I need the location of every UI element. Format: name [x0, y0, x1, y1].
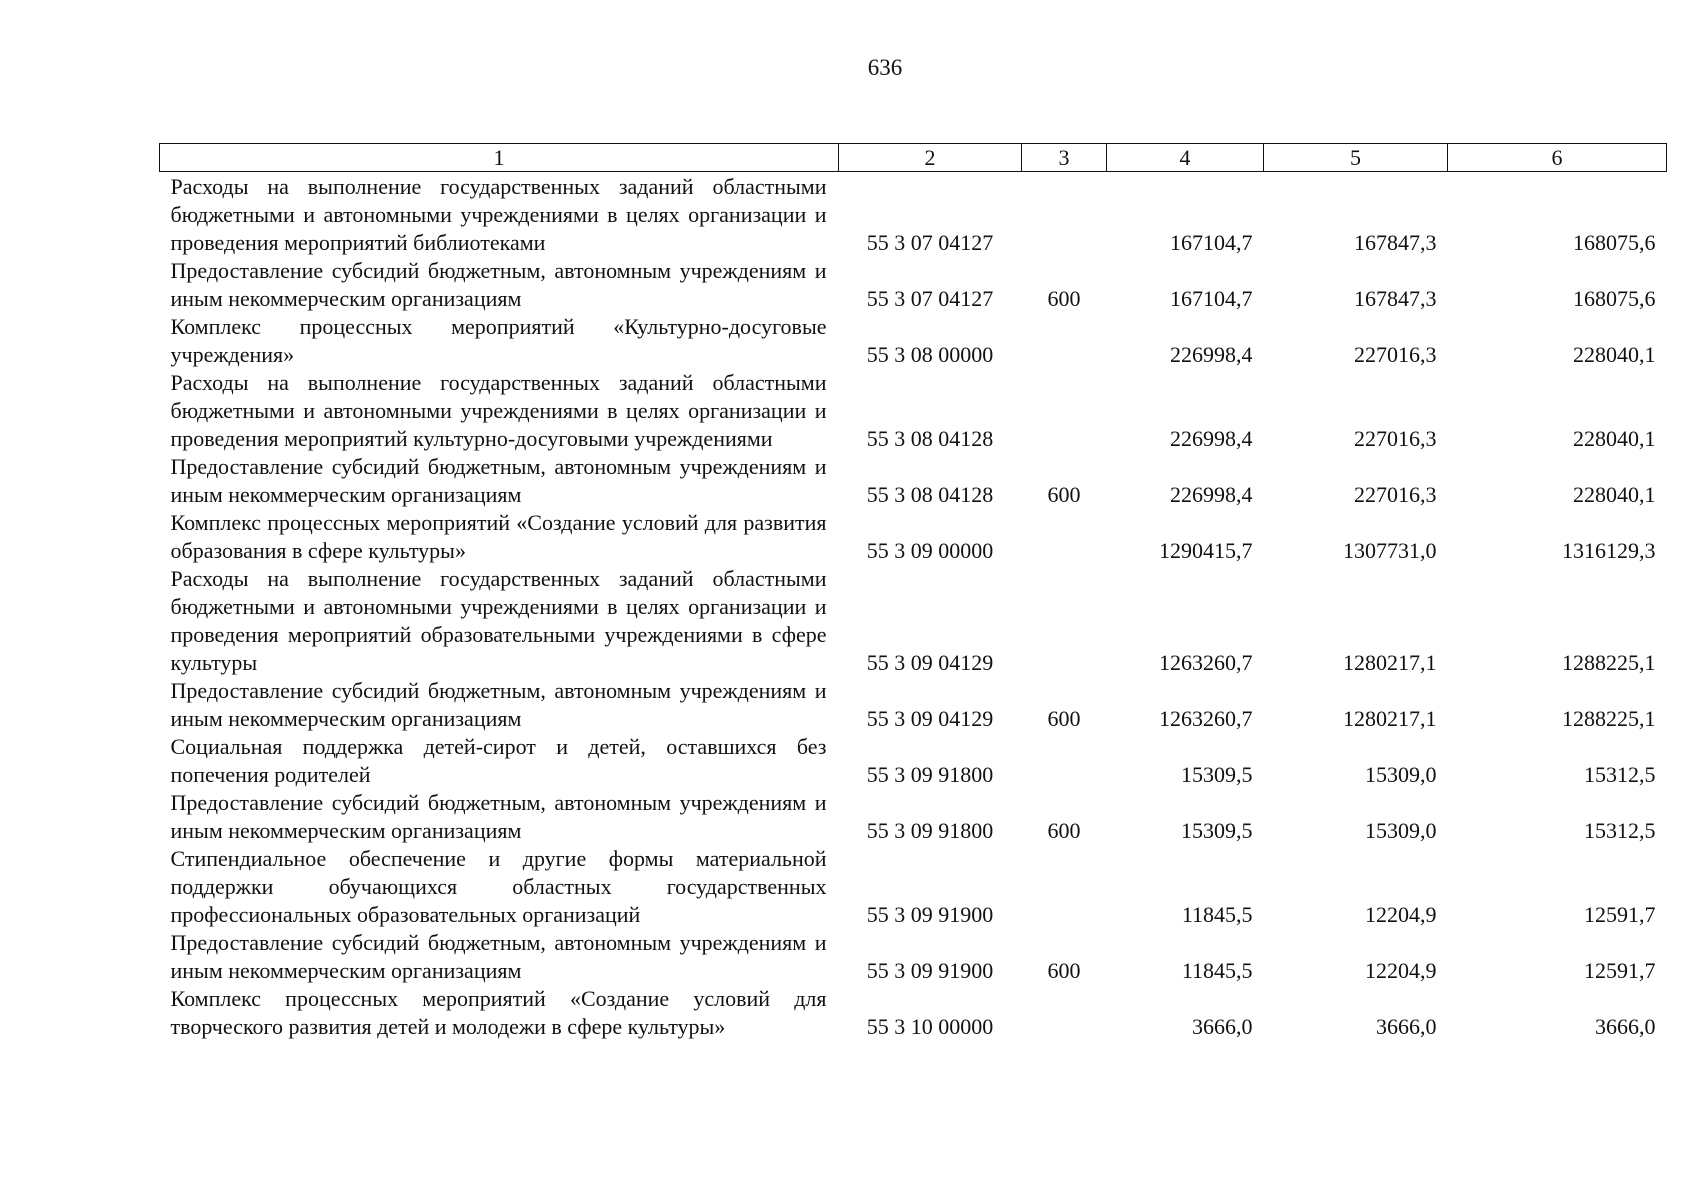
table-row: [160, 509, 1667, 565]
row-value-col-4: 167104,7: [1170, 230, 1253, 255]
header-row: [160, 144, 1667, 172]
row-value-col-4: 226998,4: [1170, 426, 1253, 451]
row-value-col-5: 227016,3: [1354, 342, 1437, 367]
row-name: Расходы на выполнение государственных заданий областными бюджетными и автономными учреждениями в целях организации и проведения мероприятий библиотеками: [170, 174, 827, 255]
table-row: [160, 929, 1667, 985]
row-code: 55 3 09 91900: [866, 958, 994, 983]
header-col-3: 3: [1022, 144, 1107, 172]
budget-table: [159, 143, 1667, 1041]
table-row: [160, 565, 1667, 677]
row-expense-type: [1022, 369, 1107, 453]
row-value-col-5: 167847,3: [1354, 286, 1437, 311]
row-value-col-6: 1288225,1: [1562, 706, 1656, 731]
row-expense-type: [1022, 845, 1107, 929]
row-value-col-6: 228040,1: [1573, 482, 1656, 507]
row-code: 55 3 08 04128: [866, 482, 994, 507]
row-expense-type: [1022, 565, 1107, 677]
row-name: Предоставление субсидий бюджетным, автономным учреждениям и иным некоммерческим организациям: [170, 454, 827, 507]
row-value-col-4: 1263260,7: [1159, 706, 1253, 731]
row-code: 55 3 09 04129: [866, 650, 994, 675]
row-value-col-4: 11845,5: [1181, 902, 1253, 927]
row-value-col-6: 168075,6: [1573, 286, 1656, 311]
row-value-col-5: 15309,0: [1365, 818, 1437, 843]
row-value-col-6: 1288225,1: [1562, 650, 1656, 675]
row-code: 55 3 07 04127: [866, 230, 994, 255]
row-name: Комплекс процессных мероприятий «Культурно-досуговые учреждения»: [170, 314, 827, 367]
row-value-col-5: 1307731,0: [1343, 538, 1437, 563]
row-value-col-4: 15309,5: [1181, 762, 1253, 787]
page-number: 636: [867, 55, 903, 80]
row-value-col-5: 1280217,1: [1343, 650, 1437, 675]
row-value-col-5: 227016,3: [1354, 426, 1437, 451]
row-expense-type: [1022, 172, 1107, 258]
row-value-col-6: 228040,1: [1573, 426, 1656, 451]
row-value-col-6: 15312,5: [1584, 818, 1656, 843]
row-value-col-5: 227016,3: [1354, 482, 1437, 507]
row-code: 55 3 09 00000: [866, 538, 994, 563]
table-row: [160, 733, 1667, 789]
row-value-col-4: 226998,4: [1170, 482, 1253, 507]
row-name: Расходы на выполнение государственных заданий областными бюджетными и автономными учреждениями в целях организации и проведения мероприятий культурно-досуговыми учреждениями: [170, 370, 827, 451]
row-value-col-4: 3666,0: [1192, 1014, 1253, 1039]
row-code: 55 3 09 91800: [866, 762, 994, 787]
row-name: Комплекс процессных мероприятий «Создание условий для развития образования в сфере культуры»: [170, 510, 827, 563]
row-value-col-4: 226998,4: [1170, 342, 1253, 367]
row-value-col-6: 168075,6: [1573, 230, 1656, 255]
row-expense-type: 600: [1047, 958, 1081, 983]
row-value-col-5: 12204,9: [1365, 958, 1437, 983]
row-expense-type: [1022, 985, 1107, 1041]
row-name: Предоставление субсидий бюджетным, автономным учреждениям и иным некоммерческим организациям: [170, 930, 827, 983]
table-row: [160, 677, 1667, 733]
row-value-col-6: 3666,0: [1595, 1014, 1656, 1039]
header-col-1: 1: [160, 144, 839, 172]
row-value-col-5: 167847,3: [1354, 230, 1437, 255]
table-row: [160, 172, 1667, 258]
row-value-col-6: 12591,7: [1584, 958, 1656, 983]
row-name: Комплекс процессных мероприятий «Создание условий для творческого развития детей и молодежи в сфере культуры»: [170, 986, 827, 1039]
row-code: 55 3 10 00000: [866, 1014, 994, 1039]
table-header: [160, 144, 1667, 172]
row-expense-type: 600: [1047, 818, 1081, 843]
table-row: [160, 257, 1667, 313]
row-value-col-5: 15309,0: [1365, 762, 1437, 787]
row-value-col-5: 1280217,1: [1343, 706, 1437, 731]
row-name: Стипендиальное обеспечение и другие формы материальной поддержки обучающихся областных государственных профессиональных образовательных организаций: [170, 846, 827, 927]
row-value-col-4: 15309,5: [1181, 818, 1253, 843]
row-expense-type: [1022, 313, 1107, 369]
row-name: Расходы на выполнение государственных заданий областными бюджетными и автономными учреждениями в целях организации и проведения мероприятий образовательными учреждениями в сфере культуры: [170, 566, 827, 675]
row-value-col-4: 1290415,7: [1159, 538, 1253, 563]
row-expense-type: 600: [1047, 482, 1081, 507]
row-value-col-6: 15312,5: [1584, 762, 1656, 787]
row-code: 55 3 09 91900: [866, 902, 994, 927]
table-row: [160, 845, 1667, 929]
row-value-col-5: 12204,9: [1365, 902, 1437, 927]
row-expense-type: [1022, 733, 1107, 789]
row-value-col-6: 228040,1: [1573, 342, 1656, 367]
header-col-2: 2: [839, 144, 1022, 172]
row-value-col-6: 12591,7: [1584, 902, 1656, 927]
table-body: [160, 172, 1667, 1042]
row-name: Предоставление субсидий бюджетным, автономным учреждениям и иным некоммерческим организациям: [170, 258, 827, 311]
row-code: 55 3 08 00000: [866, 342, 994, 367]
row-value-col-6: 1316129,3: [1562, 538, 1656, 563]
table-row: [160, 985, 1667, 1041]
row-value-col-5: 3666,0: [1376, 1014, 1437, 1039]
row-name: Предоставление субсидий бюджетным, автономным учреждениям и иным некоммерческим организациям: [170, 678, 827, 731]
table-row: [160, 789, 1667, 845]
row-value-col-4: 167104,7: [1170, 286, 1253, 311]
row-value-col-4: 1263260,7: [1159, 650, 1253, 675]
row-expense-type: 600: [1047, 706, 1081, 731]
row-name: Предоставление субсидий бюджетным, автономным учреждениям и иным некоммерческим организациям: [170, 790, 827, 843]
table-row: [160, 453, 1667, 509]
row-code: 55 3 09 91800: [866, 818, 994, 843]
row-code: 55 3 07 04127: [866, 286, 994, 311]
header-col-5: 5: [1264, 144, 1448, 172]
row-value-col-4: 11845,5: [1181, 958, 1253, 983]
row-code: 55 3 08 04128: [866, 426, 994, 451]
row-code: 55 3 09 04129: [866, 706, 994, 731]
row-expense-type: [1022, 509, 1107, 565]
header-col-6: 6: [1448, 144, 1667, 172]
table-row: [160, 313, 1667, 369]
table-row: [160, 369, 1667, 453]
header-col-4: 4: [1107, 144, 1264, 172]
row-expense-type: 600: [1047, 286, 1081, 311]
row-name: Социальная поддержка детей-сирот и детей, оставшихся без попечения родителей: [170, 734, 827, 787]
